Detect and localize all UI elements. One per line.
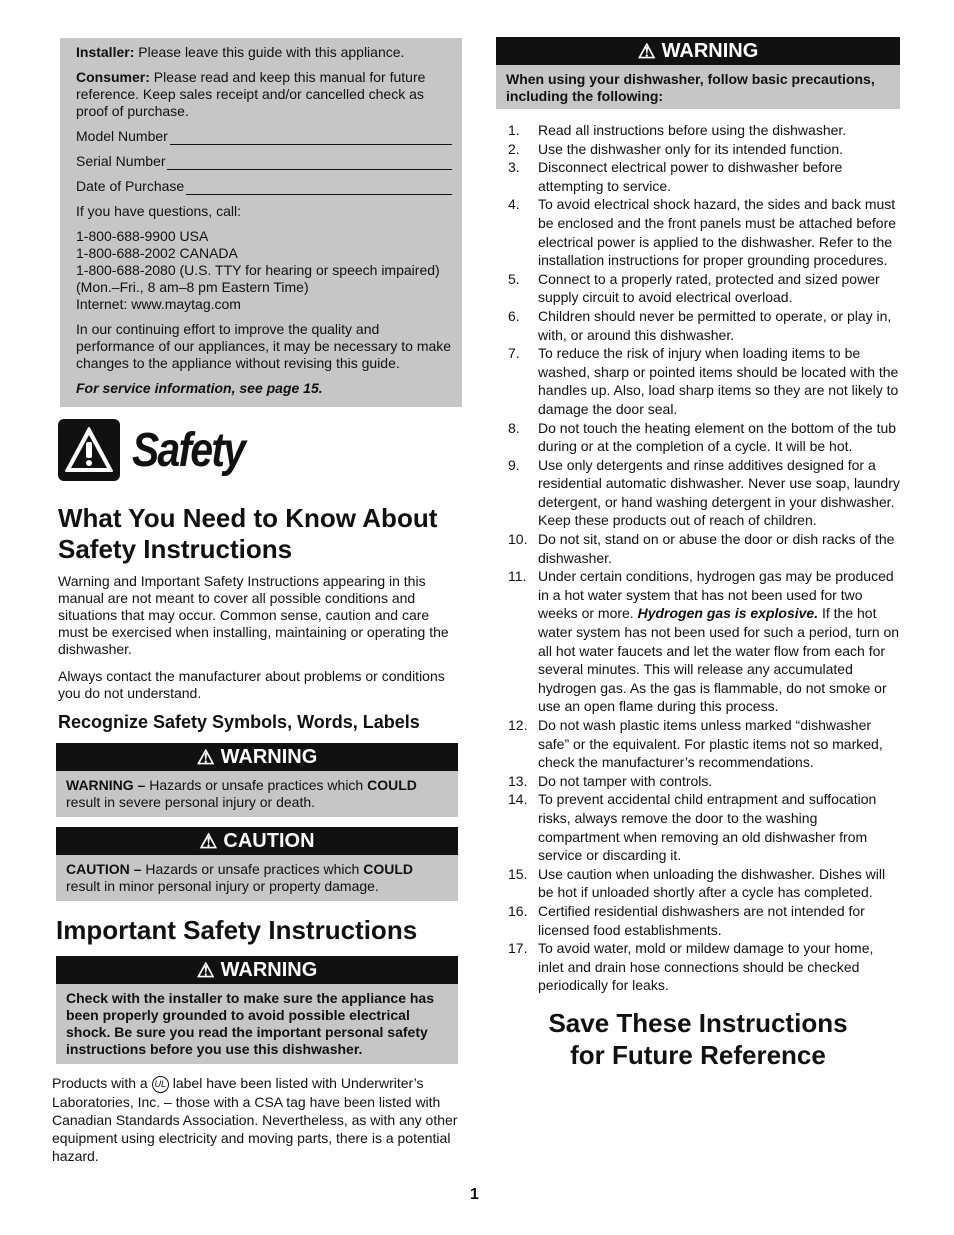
contact-info: 1-800-688-9900 USA 1-800-688-2002 CANADA 1-800-688-2080 (U.S. TTY for hearing or speech impaired) (Mon.–Fri., 8 am–8 pm Eastern Time) Internet: www.maytag.com	[76, 228, 440, 312]
instruction-number: 14.	[508, 791, 528, 808]
warning-triangle-icon: ⚠	[196, 959, 215, 982]
instruction-number: 16.	[508, 902, 528, 919]
instruction-item	[496, 307, 900, 344]
installer-warning-text: Check with the installer to make sure the appliance has been properly grounded to avoid possible electrical shock. Be sure you read the important personal safety instructions before you use this dishwasher.	[56, 984, 458, 1064]
instruction-text: Disconnect electrical power to dishwasher before attempting to service.	[538, 159, 843, 194]
instruction-item	[496, 567, 900, 716]
instruction-text: Use the dishwasher only for its intended function.	[538, 140, 844, 157]
instruction-text: To prevent accidental child entrapment and suffocation risks, always remove the door to the washing compartment when removing an old dishwasher from service or discarding it.	[538, 791, 877, 864]
instruction-text: Read all instructions before using the dishwasher.	[538, 122, 847, 138]
page-number: 1	[470, 1186, 479, 1203]
safety-instruction-list	[496, 121, 900, 995]
instruction-item	[496, 939, 900, 995]
instruction-text: To avoid electrical shock hazard, the sides and back must be enclosed and the front panels must be attached before electrical power is applied to the dishwasher. Refer to the installation instructions for proper grounding procedures.	[538, 196, 897, 269]
instruction-item	[496, 140, 900, 159]
instruction-number: 12.	[508, 717, 528, 733]
consumer-note: Consumer: Please read and keep this manual for future reference. Keep sales receipt and/or cancelled check as proof of purchase.	[76, 69, 426, 119]
instruction-text: Do not sit, stand on or abuse the door or dish racks of the dishwasher.	[538, 531, 895, 566]
caution-definition: CAUTION – Hazards or unsafe practices which COULD result in minor personal injury or property damage.	[56, 855, 458, 901]
instruction-item	[496, 270, 900, 307]
instruction-item	[496, 456, 900, 530]
instruction-number: 5.	[508, 270, 520, 287]
instruction-item	[496, 121, 900, 140]
caution-definition-box	[56, 827, 458, 901]
right-warning-intro: When using your dishwasher, follow basic precautions, including the following:	[496, 65, 900, 109]
instruction-number: 11.	[508, 568, 527, 585]
instruction-item	[496, 158, 900, 195]
model-number-line: Model Number	[76, 128, 452, 145]
right-column	[496, 37, 900, 1071]
ul-listing-para: Products with a UL label have been listed with Underwriter’s Laboratories, Inc. – those with a CSA tag have been listed with Canadian Standards Association. Nevertheless, as with any other equipment using electricity and moving parts, there is a potential hazard.	[52, 1075, 458, 1164]
installer-note: Installer: Please leave this guide with this appliance.	[76, 44, 405, 60]
instruction-number: 13.	[508, 772, 528, 789]
warning-definition: WARNING – Hazards or unsafe practices which COULD result in severe personal injury or death.	[56, 771, 458, 817]
safety-header	[58, 419, 462, 481]
instruction-item	[496, 419, 900, 456]
instruction-number: 3.	[508, 159, 520, 176]
improvement-note: In our continuing effort to improve the quality and performance of our appliances, it may be necessary to make changes to the appliance without revising this guide.	[76, 321, 452, 371]
instruction-number: 10.	[508, 531, 528, 548]
instruction-number: 8.	[508, 419, 520, 436]
instruction-text: Use only detergents and rinse additives designed for a residential automatic dishwasher. Never use soap, laundry detergent, or hand washing detergent in your dishwasher. Keep these products out of reach of children.	[538, 456, 900, 529]
right-warning-bar: ⚠ WARNING	[496, 37, 900, 65]
instruction-number: 15.	[508, 865, 528, 882]
warning-triangle-icon: ⚠	[637, 40, 656, 63]
instruction-number: 17.	[508, 940, 528, 957]
instruction-text: To reduce the risk of injury when loading items to be washed, sharp or pointed items should be located with the handles up. Also, load sharp items so they are not likely to damage the door seal.	[538, 345, 899, 417]
instruction-item	[496, 772, 900, 791]
need-to-know-heading: What You Need to Know About Safety Instructions	[58, 503, 438, 564]
important-safety-heading: Important Safety Instructions	[56, 915, 418, 945]
service-note: For service information, see page 15.	[76, 380, 323, 396]
instruction-text: Do not tamper with controls.	[538, 772, 713, 789]
ul-logo-icon: UL	[152, 1076, 169, 1093]
instruction-item	[496, 344, 900, 418]
instruction-text: Use caution when unloading the dishwasher. Dishes will be hot if unloaded shortly after a cycle has completed.	[538, 865, 886, 901]
serial-number-line: Serial Number	[76, 153, 452, 170]
save-instructions-heading: Save These Instructions for Future Reference	[548, 1007, 848, 1070]
instruction-text: Do not wash plastic items unless marked “dishwasher safe” or the equivalent. For plastic items not so marked, check the manufacturer’s recommendations.	[538, 717, 883, 771]
instruction-item	[496, 902, 900, 939]
caution-triangle-icon: ⚠	[199, 830, 218, 853]
instruction-item	[496, 716, 900, 772]
warning-exclamation-icon	[58, 419, 120, 481]
need-to-know-para-1: Warning and Important Safety Instructions appearing in this manual are not meant to cover all possible conditions and situations that may occur. Common sense, caution and care must be exercised when installing, maintaining or operating the dishwasher.	[58, 573, 449, 657]
instruction-number: 4.	[508, 196, 520, 213]
instruction-number: 2.	[508, 140, 520, 157]
instruction-text: Certified residential dishwashers are not intended for licensed food establishments.	[538, 902, 865, 938]
instruction-text: To avoid water, mold or mildew damage to your home, inlet and drain hose connections should be checked periodically for leaks.	[538, 940, 874, 994]
instruction-item	[496, 865, 900, 902]
instruction-text: Children should never be permitted to operate, or play in, with, or around this dishwasher.	[538, 307, 892, 343]
questions-text: If you have questions, call:	[76, 203, 241, 219]
need-to-know-para-2: Always contact the manufacturer about problems or conditions you do not understand.	[58, 668, 445, 701]
warning-bar: ⚠ WARNING	[56, 743, 458, 771]
instruction-number: 1.	[508, 122, 520, 138]
instruction-text: Under certain conditions, hydrogen gas may be produced in a hot water system that has not been used for two weeks or more. Hydrogen gas is explosive. If the hot water system has not been used for such a period, turn on all hot water faucets and let the water flow from each for several minutes. This will release any accumulated hydrogen gas. As the gas is flammable, do not smoke or use an open flame during this process.	[538, 568, 900, 715]
installer-warning-bar: ⚠ WARNING	[56, 956, 458, 984]
date-of-purchase-line: Date of Purchase	[76, 178, 452, 195]
instruction-text: Connect to a properly rated, protected and sized power supply circuit to avoid electrical overload.	[538, 270, 880, 306]
instruction-number: 7.	[508, 345, 520, 362]
instruction-text: Do not touch the heating element on the bottom of the tub during or at the completion of a cycle. It will be hot.	[538, 419, 897, 455]
caution-bar: ⚠ CAUTION	[56, 827, 458, 855]
warning-definition-box	[56, 743, 458, 817]
left-column	[52, 38, 462, 1165]
warning-triangle-icon: ⚠	[196, 746, 215, 769]
instruction-item	[496, 530, 900, 567]
safety-title: Safety	[132, 423, 245, 477]
installer-warning-box	[56, 956, 458, 1064]
owner-info-box	[60, 38, 462, 407]
instruction-item	[496, 195, 900, 269]
website-link[interactable]: Internet: www.maytag.com	[76, 296, 241, 312]
recognize-heading: Recognize Safety Symbols, Words, Labels	[58, 712, 420, 732]
instruction-item	[496, 790, 900, 864]
instruction-number: 9.	[508, 456, 520, 473]
instruction-number: 6.	[508, 307, 520, 324]
